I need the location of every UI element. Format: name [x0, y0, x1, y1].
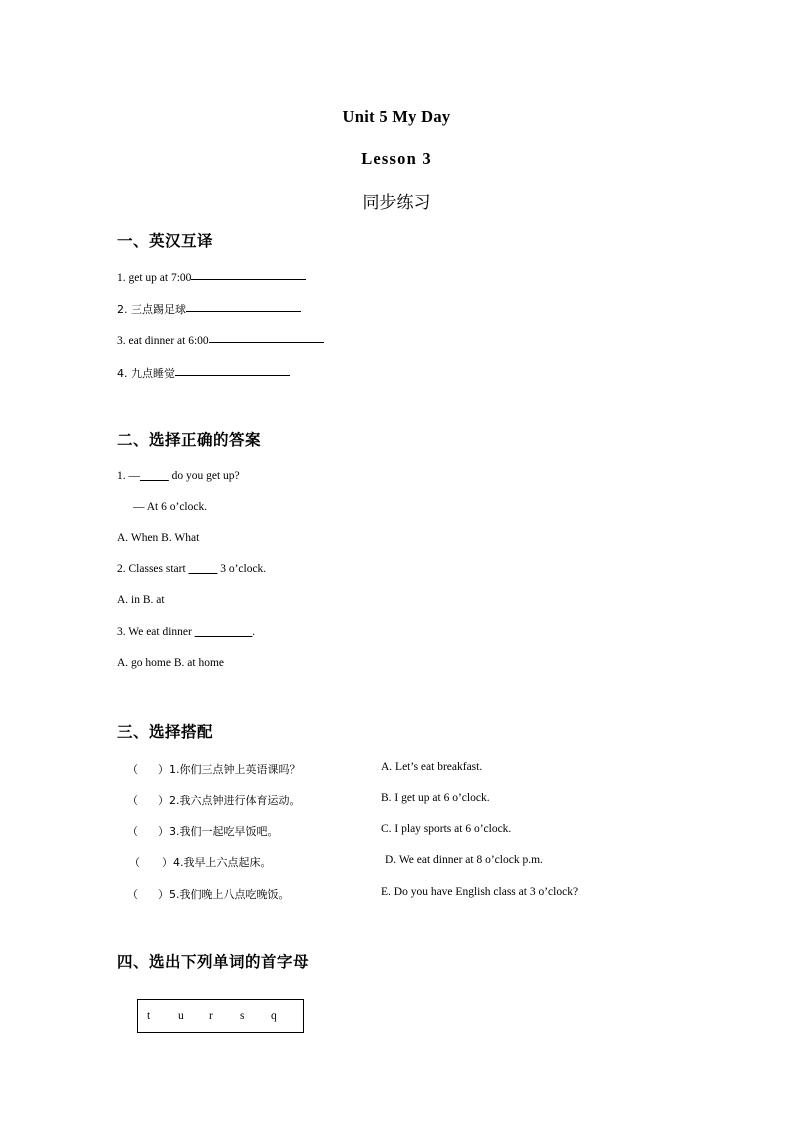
translate-item-4-text: 4. 九点睡觉 — [117, 367, 175, 380]
match-option-c[interactable]: C. I play sports at 6 o’clock. — [381, 823, 512, 835]
translate-item-3-blank[interactable] — [209, 342, 324, 343]
translate-item-1-blank[interactable] — [191, 279, 306, 280]
translate-item-2-blank[interactable] — [186, 311, 301, 312]
match-row-2-paren-close: ） — [158, 794, 169, 807]
choice-question-1-blank[interactable]: _____ — [140, 470, 169, 482]
section-heading-3: 三、选择搭配 — [117, 723, 214, 741]
match-row-5-paren-close: ） — [158, 888, 169, 901]
match-row-4-label: 4.我早上六点起床。 — [173, 856, 272, 869]
choice-question-3-blank[interactable]: __________ — [194, 626, 253, 638]
match-row-3-paren-open: （ — [127, 825, 138, 838]
match-row-2-paren-open: （ — [127, 794, 138, 807]
choice-question-2-options[interactable]: A. in B. at — [117, 594, 165, 606]
choice-question-3-stem-pre: 3. We eat dinner — [117, 626, 195, 638]
letter-cell-1[interactable]: t — [147, 1010, 151, 1022]
letter-cell-2[interactable]: u — [178, 1010, 184, 1022]
letter-cell-4[interactable]: s — [240, 1010, 245, 1022]
exercise-subtitle: 同步练习 — [362, 193, 431, 213]
translate-item-4-blank[interactable] — [175, 375, 290, 376]
choice-question-1-stem-pre: 1. — — [117, 470, 140, 482]
match-option-e[interactable]: E. Do you have English class at 3 o’clock? — [381, 886, 579, 898]
match-row-3-label: 3.我们一起吃早饭吧。 — [169, 825, 279, 838]
translate-item-1-text: 1. get up at 7:00 — [117, 272, 192, 284]
choice-question-1-options[interactable]: A. When B. What — [117, 532, 200, 544]
choice-question-1-stem-post: do you get up? — [168, 470, 240, 482]
match-row-5-paren-open: （ — [127, 888, 138, 901]
section-heading-1: 一、英汉互译 — [117, 232, 214, 250]
section-heading-2: 二、选择正确的答案 — [117, 431, 262, 449]
choice-question-2-blank[interactable]: _____ — [188, 563, 218, 575]
letter-cell-3[interactable]: r — [209, 1010, 213, 1022]
match-option-a[interactable]: A. Let’s eat breakfast. — [381, 761, 483, 773]
choice-question-1 — [117, 470, 240, 484]
match-row-1-left — [127, 761, 301, 777]
match-row-2-label: 2.我六点钟进行体育运动。 — [169, 794, 301, 807]
match-row-4-paren-open: （ — [129, 856, 140, 869]
match-row-5-left — [127, 886, 290, 902]
translate-item-3 — [117, 335, 324, 349]
translate-item-2 — [117, 303, 301, 316]
letter-table-row — [138, 1000, 303, 1032]
page-title: Unit 5 My Day — [342, 107, 451, 126]
match-row-2-left — [127, 792, 301, 808]
match-row-4-paren-close: ） — [162, 856, 173, 869]
choice-question-3-stem-post: . — [252, 626, 256, 638]
match-row-4-left — [129, 854, 272, 870]
translate-item-2-text: 2. 三点踢足球 — [117, 303, 186, 316]
translate-item-1 — [117, 272, 306, 286]
section-heading-4: 四、选出下列单词的首字母 — [117, 953, 310, 971]
match-option-b[interactable]: B. I get up at 6 o’clock. — [381, 792, 490, 804]
letter-table — [137, 999, 304, 1033]
translate-item-4 — [117, 367, 290, 380]
match-row-3-paren-close: ） — [158, 825, 169, 838]
match-row-5-label: 5.我们晚上八点吃晚饭。 — [169, 888, 290, 901]
lesson-subtitle: Lesson 3 — [361, 149, 432, 168]
choice-question-1-answer: — At 6 o’clock. — [133, 501, 208, 513]
translate-item-3-text: 3. eat dinner at 6:00 — [117, 335, 209, 347]
match-row-1-label: 1.你们三点钟上英语课吗？ — [169, 763, 301, 776]
letter-cell-5[interactable]: q — [271, 1010, 277, 1022]
choice-question-3-options[interactable]: A. go home B. at home — [117, 657, 224, 669]
choice-question-2-stem-pre: 2. Classes start — [117, 563, 189, 575]
match-row-1-paren-close: ） — [158, 763, 169, 776]
choice-question-2-stem-post: 3 o’clock. — [217, 563, 267, 575]
match-row-3-left — [127, 823, 279, 839]
choice-question-3 — [117, 626, 255, 640]
match-option-d[interactable]: D. We eat dinner at 8 o’clock p.m. — [385, 854, 543, 866]
match-row-1-paren-open: （ — [127, 763, 138, 776]
choice-question-2 — [117, 563, 266, 577]
